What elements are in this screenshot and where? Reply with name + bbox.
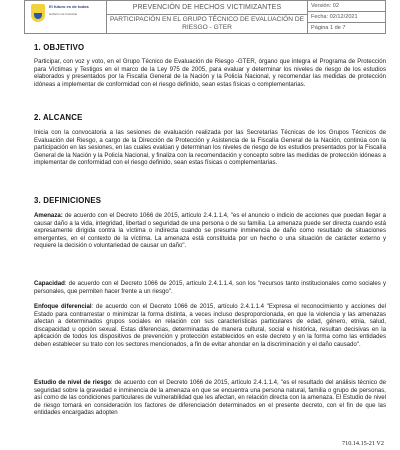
section-objetivo-heading: 1. OBJETIVO <box>34 43 85 52</box>
logo-area <box>25 1 107 34</box>
logo-text: El futuro es de todos <box>49 4 89 9</box>
header-subtitle: PARTICIPACIÓN EN EL GRUPO TÉCNICO DE EVALUACIÓN DE RIESGO - GTER <box>109 16 305 31</box>
definition-amenaza <box>34 212 386 250</box>
section-alcance-text: Inicia con la convocatoria a las sesiones de evaluación realizada por las Secretarías Técnicas de los Grupos Técnicos de Evaluación del Riesgo, a cargo de la Dirección de Protección y Asistencia de la Fiscalía General de la Nación, continúa con la participación en las sesiones, en las cuales evalúan y determinan los niveles de riesgo de los estudios presentados por la Fiscalía General de la Nación y la Policía Nacional, y finaliza con la recomendación y concepto sobre las medidas de protección idóneas a implementar de conformidad con el riesgo definido, sean estas físicas o complementarias. <box>34 129 386 167</box>
version-cell: Versión: 02 <box>308 1 386 12</box>
def-estudio: : de acuerdo con el Decreto 1066 de 2015, artículo 2.4.1.1.4, "es el resultado del análisis técnico de seguridad sobre la gravedad e inminencia de la amenaza en que se encuentra una persona natural, familia o grupo de personas, así como de las condiciones particulares de vulnerabilidad que les afectan, en relación directa con la amenaza. El Estudio de nivel de riesgo tomará en consideración los factores de diferenciación determinados en el presente decreto, con el fin de que las entidades encargadas adopten <box>34 379 386 417</box>
header-title-area <box>107 1 307 34</box>
document-header <box>24 0 386 34</box>
term-estudio: Estudio de nivel de riesgo <box>34 379 111 386</box>
section-definiciones-heading: 3. DEFINICIONES <box>34 196 102 205</box>
def-capacidad: : de acuerdo con el Decreto 1066 de 2015, artículo 2.4.1.1.4, son los "recursos tanto institucionales como sociales y personales, que permiten hacer frente a un riesgo". <box>34 280 386 295</box>
logo-subtext: Gobierno de Colombia <box>49 12 77 16</box>
term-capacidad: Capacidad <box>34 280 65 287</box>
def-enfoque: : de acuerdo con el Decreto 1066 de 2015, artículo 2.4.1.1.4 "Expresa el reconocimiento y acciones del Estado para contrarrestar o minimizar la forma distinta, a veces incluso desproporcionada, en que la violencia y las amenazas afectan a determinados grupos sociales en relación con sus características particulares de edad, género, etnia, salud, discapacidad u opción sexual. Estas diferencias, determinadas de manera cultural, social e histórica, resultan decisivas en la aplicación de todos los dispositivos de prevención y protección establecidos en este decreto y en la forma como las entidades deben establecer su trato con los sectores mencionados, a fin de evitar ahondar en la discriminación y el daño causado". <box>34 303 386 348</box>
definition-estudio <box>34 379 386 417</box>
shield-logo-icon <box>31 4 45 22</box>
term-amenaza: Amenaza: <box>34 212 63 219</box>
section-alcance-heading: 2. ALCANCE <box>34 113 83 122</box>
def-amenaza: de acuerdo con el Decreto 1066 de 2015, artículo 2.4.1.1.4, "es el anuncio o indicio de acciones que puedan llegar a causar daño a la vida, integridad, libertad o seguridad de una persona o de su familia. La amenaza puede ser directa cuando está expresamente dirigida contra la víctima o indirecta cuando se presume inminencia de daño como resultado de situaciones emergentes, en el contexto de la víctima. La amenaza está constituida por un hecho o una situación de carácter externo y requiere la decisión o voluntariedad de causar un daño". <box>34 212 386 250</box>
header-meta <box>307 1 386 34</box>
definition-enfoque <box>34 303 386 348</box>
definition-capacidad <box>34 280 386 295</box>
footer-document-code: 710.14.15-21 V2 <box>342 440 384 447</box>
header-title: PREVENCIÓN DE HECHOS VICTIMIZANTES <box>107 1 307 15</box>
term-enfoque: Enfoque diferencial <box>34 303 92 310</box>
section-objetivo-text: Participar, con voz y voto, en el Grupo Técnico de Evaluación de Riesgo -GTER, órgano que integra el Programa de Protección para Víctimas y Testigos en el marco de la Ley 975 de 2005, para evaluar y determinar los niveles de riesgo de los estudios elaborados y presentados por la Fiscalía General de la Nación y la Policía Nacional, y recomendar las medidas de protección idóneas a implementar de conformidad con el riesgo definido, sean estas físicas o complementarias. <box>34 58 386 88</box>
date-cell: Fecha: 02/12/2021 <box>308 12 386 23</box>
page-cell: Página 1 de 7 <box>311 25 346 31</box>
